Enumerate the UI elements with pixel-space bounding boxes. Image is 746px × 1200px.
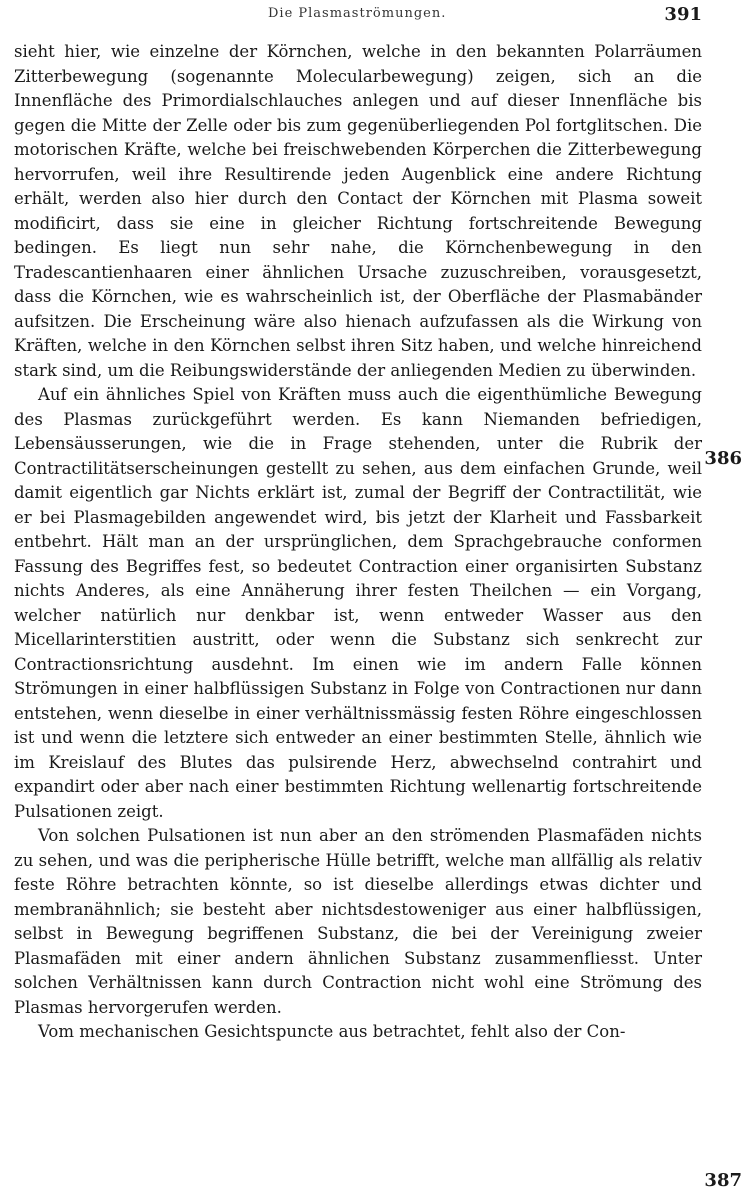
margin-page-reference-387: 387 bbox=[704, 1170, 742, 1191]
paragraph-3: Von solchen Pulsationen ist nun aber an den strömenden Plasmafäden nichts zu sehen, und was die peripherische Hülle betrifft, welche man allfällig als relativ feste Röhre betrachten könnte, so ist dieselbe allerdings etwas dichter und membranähnlich; sie besteht aber nichtsdestoweniger aus einer halbflüssigen, selbst in Bewegung begriffenen Substanz, die bei der Vereinigung zweier Plasmafäden mit einer andern ähnlichen Substanz zusammenfliesst. Unter solchen Verhältnissen kann durch Contraction nicht wohl eine Strömung des Plasmas hervorgerufen werden. bbox=[14, 826, 702, 1017]
running-head bbox=[0, 4, 746, 28]
text-body bbox=[14, 40, 702, 1045]
paragraph-2: Auf ein ähnliches Spiel von Kräften muss auch die eigenthümliche Bewegung des Plasmas zurückgeführt werden. Es kann Niemanden befriedigen, Lebensäusserungen, wie die in Frage stehenden, unter die Rubrik der Contractilitätserscheinungen gestellt zu sehen, aus dem einfachen Grunde, weil damit eigentlich gar Nichts erklärt ist, zumal der Begriff der Contractilität, wie er bei Plasmagebilden angewendet wird, bis jetzt der Klarheit und Fassbarkeit entbehrt. Hält man an der ursprünglichen, dem Sprachgebrauche conformen Fassung des Begriffes fest, so bedeutet Contraction einer organisirten Substanz nichts Anderes, als eine Annäherung ihrer festen Theilchen — ein Vorgang, welcher natürlich nur denkbar ist, wenn entweder Wasser aus den Micellarinterstitien austritt, oder wenn die Substanz sich senkrecht zur Contractionsrichtung ausdehnt. Im einen wie im andern Falle können Strömungen in einer halbflüssigen Substanz in Folge von Contractionen nur dann entstehen, wenn dieselbe in einer verhältnissmässig festen Röhre eingeschlossen ist und wenn die letztere sich entweder an einer bestimmten Stelle, ähnlich wie im Kreislauf des Blutes das pulsirende Herz, abwechselnd contrahirt und expandirt oder aber nach einer bestimmten Richtung wellenartig fortschreitende Pulsationen zeigt. bbox=[14, 385, 702, 821]
margin-page-reference-386: 386 bbox=[704, 448, 742, 469]
running-title: Die Plasmaströmungen. bbox=[268, 6, 447, 21]
paragraph-1: sieht hier, wie einzelne der Körnchen, welche in den bekannten Polarräumen Zitterbewegung (sogenannte Molecularbewegung) zeigen, sich an die Innenfläche des Primordialschlauches anlegen und auf dieser Innenfläche bis gegen die Mitte der Zelle oder bis zum gegenüberliegenden Pol fortglitschen. Die motorischen Kräfte, welche bei freischwebenden Körperchen die Zitterbewegung hervorrufen, weil ihre Resultirende jeden Augenblick eine andere Richtung erhält, werden also hier durch den Contact der Körnchen mit Plasma soweit modificirt, dass sie eine in gleicher Richtung fortschreitende Bewegung bedingen. Es liegt nun sehr nahe, die Körnchenbewegung in den Tradescantienhaaren einer ähnlichen Ursache zuzuschreiben, vorausgesetzt, dass die Körnchen, wie es wahrscheinlich ist, der Oberfläche der Plasmabänder aufsitzen. Die Erscheinung wäre also hienach aufzufassen als die Wirkung von Kräften, welche in den Körnchen selbst ihren Sitz haben, und welche hinreichend stark sind, um die Reibungswiderstände der anliegenden Medien zu überwinden. bbox=[14, 42, 702, 380]
page-number: 391 bbox=[664, 4, 702, 25]
paragraph-4: Vom mechanischen Gesichtspuncte aus betrachtet, fehlt also der Con- bbox=[38, 1022, 626, 1041]
